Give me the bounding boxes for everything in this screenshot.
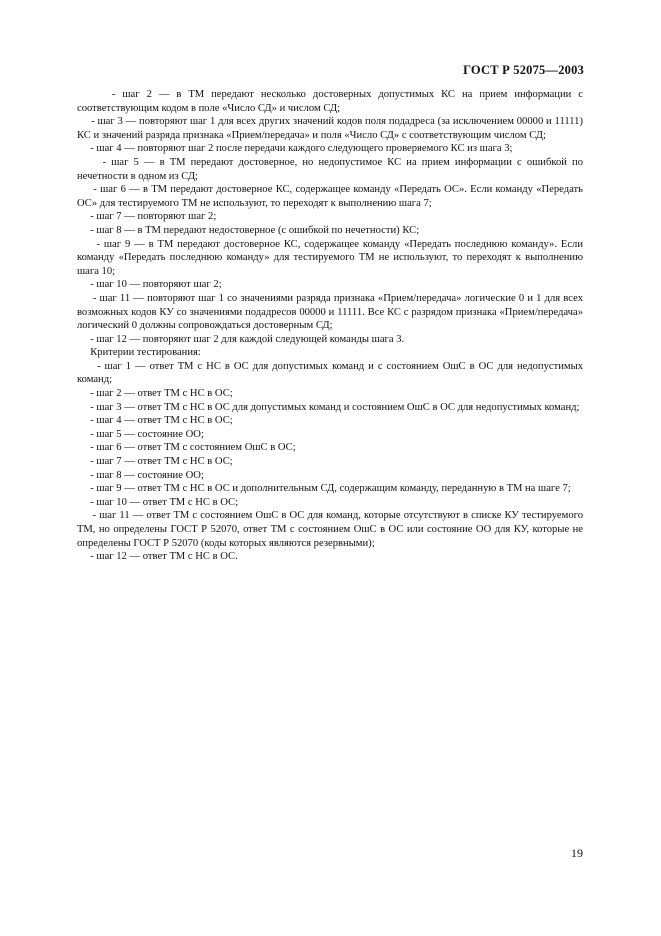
standard-header: ГОСТ Р 52075—2003 [463,63,584,77]
body-paragraph: - шаг 12 — ответ ТМ с НС в ОС. [77,551,238,563]
body-paragraph: - шаг 11 — повторяют шаг 1 со значениями разряда признака «Прием/передача» логические 0 и 1 для всех возможных кодов КУ со значениями подадресов 00000 и 11111. Все КС с разрядом признака «Прием/передача» логический 0 должны сопровождаться достоверным СД; [77,292,583,332]
body-paragraph: - шаг 7 — повторяют шаг 2; [77,211,217,223]
body-paragraph: - шаг 3 — ответ ТМ с НС в ОС для допустимых команд и состоянием ОшС в ОС для недопустимых команд; [77,401,580,413]
body-paragraph: - шаг 4 — ответ ТМ с НС в ОС; [77,415,233,427]
body-paragraph: - шаг 5 — в ТМ передают достоверное, но недопустимое КС на прием информации с ошибкой по нечетности в одном из СД; [77,156,583,182]
body-paragraph: - шаг 11 — ответ ТМ с состоянием ОшС в ОС для команд, которые отсутствуют в списке КУ тестируемого ТМ, но определены ГОСТ Р 52070, ответ ТМ с состоянием ОшС в ОС или состояние ОО для КУ, которые не определены ГОСТ Р 52070 (коды которых являются резервными); [77,510,583,549]
body-paragraph: - шаг 9 — в ТМ передают достоверное КС, содержащее команду «Передать последнюю команду». Если команду «Передать последнюю команду» для тестируемого ТМ не используют, то переходят к выполнению шага 10; [77,238,583,277]
body-paragraph: - шаг 5 — состояние ОО; [77,428,204,440]
body-paragraph: - шаг 12 — повторяют шаг 2 для каждой следующей команды шага 3. [77,333,405,345]
body-paragraph: - шаг 1 — ответ ТМ с НС в ОС для допустимых команд и с состоянием ОшС в ОС для недопустимых команд; [77,360,583,386]
document-body [77,88,583,564]
body-paragraph: - шаг 7 — ответ ТМ с НС в ОС; [77,456,233,468]
body-paragraph: - шаг 9 — ответ ТМ с НС в ОС и дополнительным СД, содержащим команду, переданную в ТМ на шаге 7; [77,483,571,495]
body-paragraph: - шаг 2 — ответ ТМ с НС в ОС; [77,388,233,400]
body-paragraph: - шаг 8 — состояние ОО; [77,469,204,481]
body-paragraph: - шаг 2 — в ТМ передают несколько достоверных допустимых КС на прием информации с соответствующим кодом в поле «Число СД» и числом СД; [77,89,583,114]
body-paragraph: - шаг 10 — ответ ТМ с НС в ОС; [77,496,239,508]
body-paragraph: - шаг 10 — повторяют шаг 2; [77,279,222,291]
body-paragraph: - шаг 8 — в ТМ передают недостоверное (с ошибкой по нечетности) КС; [77,224,420,236]
body-paragraph: - шаг 3 — повторяют шаг 1 для всех других значений кодов поля подадреса (за исключением 00000 и 11111) КС и значений разряда признака «Прием/передача» и поля «Число СД» с соответствующим числом СД; [77,116,583,141]
body-paragraph: Критерии тестирования: [77,347,201,359]
body-paragraph: - шаг 6 — в ТМ передают достоверное КС, содержащее команду «Передать ОС». Если команду «Передать ОС» для тестируемого ТМ не используют, то переходят к выполнению шага 7; [77,184,583,209]
body-paragraph: - шаг 4 — повторяют шаг 2 после передачи каждого следующего проверяемого КС из шага 3; [77,143,513,155]
page-number: 19 [571,846,583,860]
body-paragraph: - шаг 6 — ответ ТМ с состоянием ОшС в ОС; [77,442,296,454]
